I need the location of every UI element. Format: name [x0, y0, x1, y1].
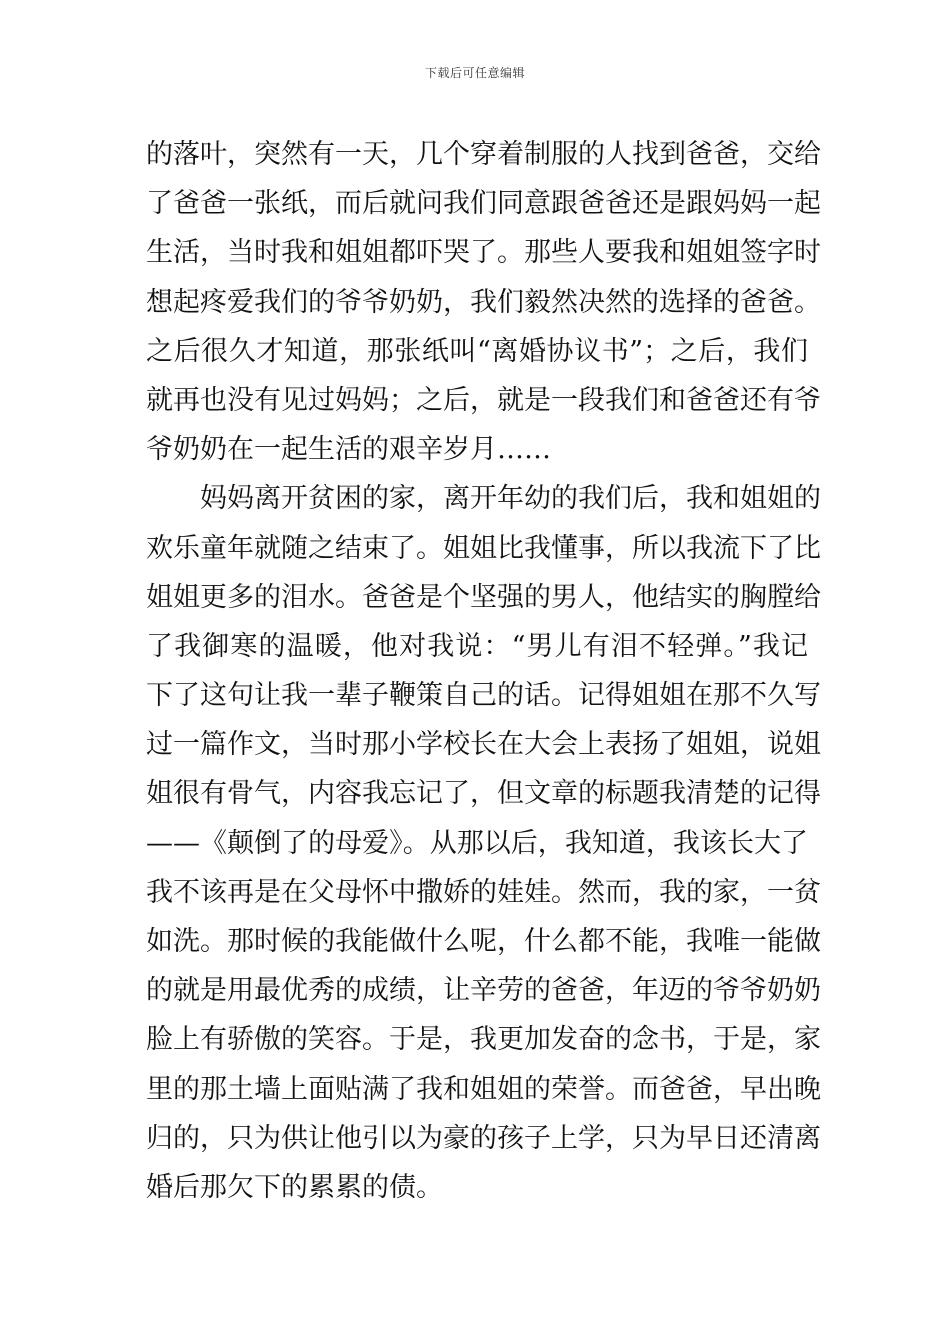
page-header: 下载后可任意编辑 — [424, 66, 525, 80]
text-line: 就再也没有见过妈妈；之后，就是一段我们和爸爸还有爷 — [146, 384, 821, 416]
text-line: 婚后那欠下的累累的债。 — [146, 1171, 443, 1203]
text-line: 妈妈离开贫困的家，离开年幼的我们后，我和姐姐的 — [146, 483, 821, 515]
text-line: 之后很久才知道，那张纸叫“离婚协议书”；之后，我们 — [146, 335, 808, 367]
text-line: 爷奶奶在一起生活的艰辛岁月…… — [146, 434, 551, 466]
text-line: 过一篇作文，当时那小学校长在大会上表扬了姐姐，说姐 — [146, 729, 821, 761]
text-line: 想起疼爱我们的爷爷奶奶，我们毅然决然的选择的爸爸。 — [146, 286, 821, 318]
text-line: 了我御寒的温暖，他对我说：“男儿有泪不轻弹。”我记 — [146, 630, 808, 662]
text-line: 脸上有骄傲的笑容。于是，我更加发奋的念书，于是，家 — [146, 1024, 821, 1056]
text-line: 如洗。那时候的我能做什么呢，什么都不能，我唯一能做 — [146, 926, 821, 957]
text-line: 姐很有骨气，内容我忘记了，但文章的标题我清楚的记得 — [146, 778, 821, 810]
text-line: 里的那土墙上面贴满了我和姐姐的荣誉。而爸爸，早出晚 — [146, 1073, 821, 1105]
paragraph — [146, 474, 821, 1212]
paragraph — [146, 130, 821, 474]
document-body — [146, 130, 821, 1212]
text-line: 姐姐更多的泪水。爸爸是个坚强的男人，他结实的胸膛给 — [146, 581, 821, 613]
text-line: 的就是用最优秀的成绩，让辛劳的爸爸，年迈的爷爷奶奶 — [146, 975, 821, 1007]
text-line: ——《颠倒了的母爱》。从那以后，我知道，我该长大了 — [146, 827, 808, 859]
text-line: 生活，当时我和姐姐都吓哭了。那些人要我和姐姐签字时 — [146, 237, 821, 269]
text-line: 我不该再是在父母怀中撒娇的娃娃。然而，我的家，一贫 — [146, 876, 821, 908]
text-line: 的落叶，突然有一天，几个穿着制服的人找到爸爸，交给 — [146, 139, 821, 170]
text-line: 欢乐童年就随之结束了。姐姐比我懂事，所以我流下了比 — [146, 532, 821, 564]
text-line: 下了这句让我一辈子鞭策自己的话。记得姐姐在那不久写 — [146, 680, 821, 712]
text-line: 了爸爸一张纸，而后就问我们同意跟爸爸还是跟妈妈一起 — [146, 188, 821, 220]
text-line: 归的，只为供让他引以为豪的孩子上学，只为早日还清离 — [146, 1122, 821, 1154]
